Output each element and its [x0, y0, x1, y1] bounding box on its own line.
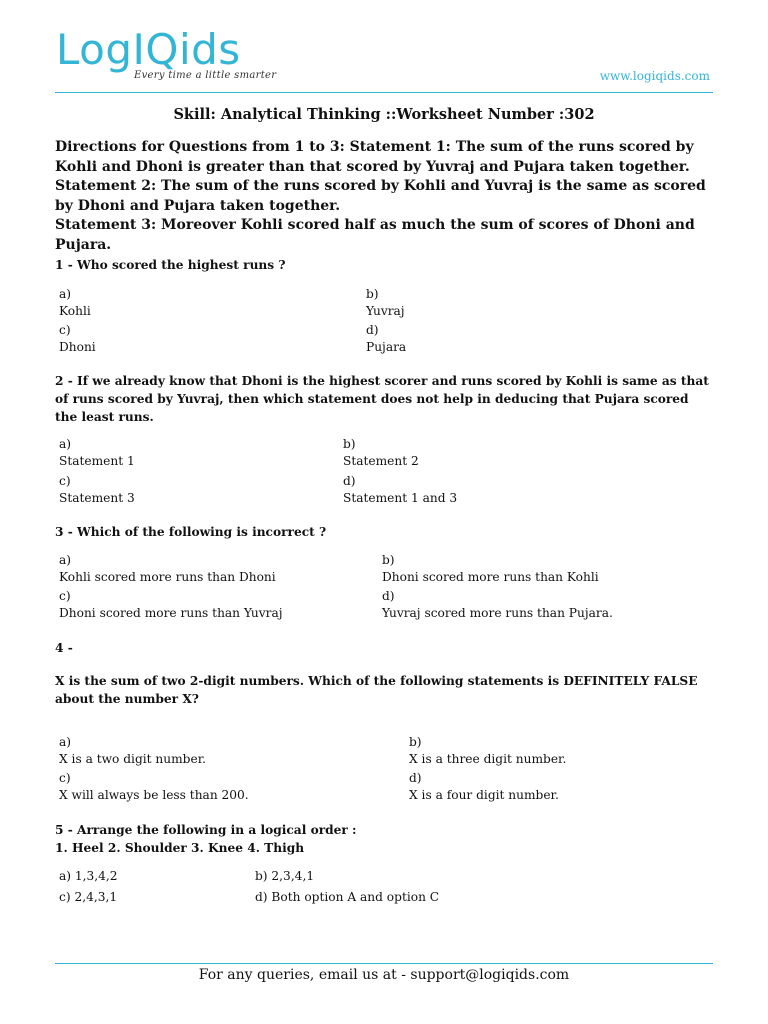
option-text: Kohli scored more runs than Dhoni — [59, 569, 276, 584]
option-text: Dhoni scored more runs than Yuvraj — [59, 605, 283, 620]
option-text: Dhoni — [59, 339, 96, 354]
worksheet-title: Skill: Analytical Thinking ::Worksheet Number :302 — [173, 106, 595, 123]
option-c[interactable] — [59, 322, 96, 355]
option-letter: d) — [366, 323, 379, 337]
option-text: Statement 1 — [59, 453, 135, 468]
option-letter: d) — [382, 589, 395, 603]
option-letter: c) — [59, 474, 71, 488]
option-text: X is a four digit number. — [409, 787, 559, 802]
option-b[interactable]: b) 2,3,4,1 — [255, 869, 315, 883]
option-letter: b) — [409, 735, 422, 749]
option-letter: a) — [59, 553, 72, 567]
option-b[interactable] — [366, 286, 405, 319]
option-letter: d) — [343, 474, 356, 488]
question-4: X is the sum of two 2-digit numbers. Which of the following statements is DEFINITELY FALSE about the number X? — [55, 674, 698, 706]
option-text: Dhoni scored more runs than Kohli — [382, 569, 599, 584]
option-b[interactable] — [343, 436, 419, 469]
option-c[interactable] — [59, 473, 135, 506]
option-text: Pujara — [366, 339, 407, 354]
footer-divider — [55, 963, 713, 964]
option-c[interactable] — [59, 770, 249, 803]
option-letter: b) — [366, 287, 379, 301]
directions-line: Statement 2: The sum of the runs scored by Kohli and Yuvraj is the same as scored by Dhoni and Pujara taken together. — [55, 178, 706, 214]
website-link[interactable]: www.logiqids.com — [599, 69, 710, 83]
directions-line: Statement 3: Moreover Kohli scored half as much the sum of scores of Dhoni and Pujara. — [55, 217, 695, 253]
option-d[interactable] — [343, 473, 457, 506]
question-5: 5 - Arrange the following in a logical order : — [55, 823, 357, 837]
option-text: X is a three digit number. — [409, 751, 567, 766]
option-letter: c) — [59, 323, 71, 337]
option-text: Statement 2 — [343, 453, 419, 468]
question-2: 2 - If we already know that Dhoni is the highest scorer and runs scored by Kohli is same as that of runs scored by Yuvraj, then which statement does not help in deducing that Pujara scored the least runs. — [55, 374, 709, 424]
directions — [55, 138, 715, 256]
option-a[interactable] — [59, 436, 135, 469]
option-b[interactable] — [382, 552, 599, 585]
option-b[interactable] — [409, 734, 566, 767]
option-text: X is a two digit number. — [59, 751, 207, 766]
option-letter: a) — [59, 287, 72, 301]
option-letter: a) — [59, 735, 72, 749]
logo — [56, 25, 277, 81]
option-letter: a) — [59, 437, 72, 451]
option-a[interactable]: a) 1,3,4,2 — [59, 869, 118, 883]
option-text: Yuvraj scored more runs than Pujara. — [382, 605, 613, 620]
question-3: 3 - Which of the following is incorrect ? — [55, 525, 327, 539]
option-d[interactable] — [409, 770, 559, 803]
option-letter: b) — [382, 553, 395, 567]
option-text: Kohli — [59, 303, 91, 318]
option-c[interactable]: c) 2,4,3,1 — [59, 890, 118, 904]
question-4-number: 4 - — [55, 641, 73, 655]
question-1: 1 - Who scored the highest runs ? — [55, 258, 286, 272]
logo-tagline: Every time a little smarter — [134, 70, 277, 81]
header-divider — [55, 92, 713, 93]
option-text: X will always be less than 200. — [59, 787, 249, 802]
question-5-items: 1. Heel 2. Shoulder 3. Knee 4. Thigh — [55, 841, 305, 855]
footer-contact: For any queries, email us at - support@logiqids.com — [198, 967, 570, 983]
option-letter: d) — [409, 771, 422, 785]
option-d[interactable] — [382, 588, 613, 621]
option-d[interactable] — [366, 322, 406, 355]
option-letter: c) — [59, 771, 71, 785]
option-a[interactable] — [59, 734, 206, 767]
option-text: Yuvraj — [366, 303, 405, 318]
directions-line: Directions for Questions from 1 to 3: Statement 1: The sum of the runs scored by Kohli and Dhoni is greater than that scored by Yuvraj and Pujara taken together. — [55, 139, 694, 175]
option-c[interactable] — [59, 588, 283, 621]
option-text: Statement 3 — [59, 490, 135, 505]
option-letter: b) — [343, 437, 356, 451]
logo-text: LogIQids — [56, 25, 241, 74]
option-a[interactable] — [59, 286, 91, 319]
option-text: Statement 1 and 3 — [343, 490, 458, 505]
option-d[interactable]: d) Both option A and option C — [255, 890, 440, 904]
option-a[interactable] — [59, 552, 276, 585]
option-letter: c) — [59, 589, 71, 603]
